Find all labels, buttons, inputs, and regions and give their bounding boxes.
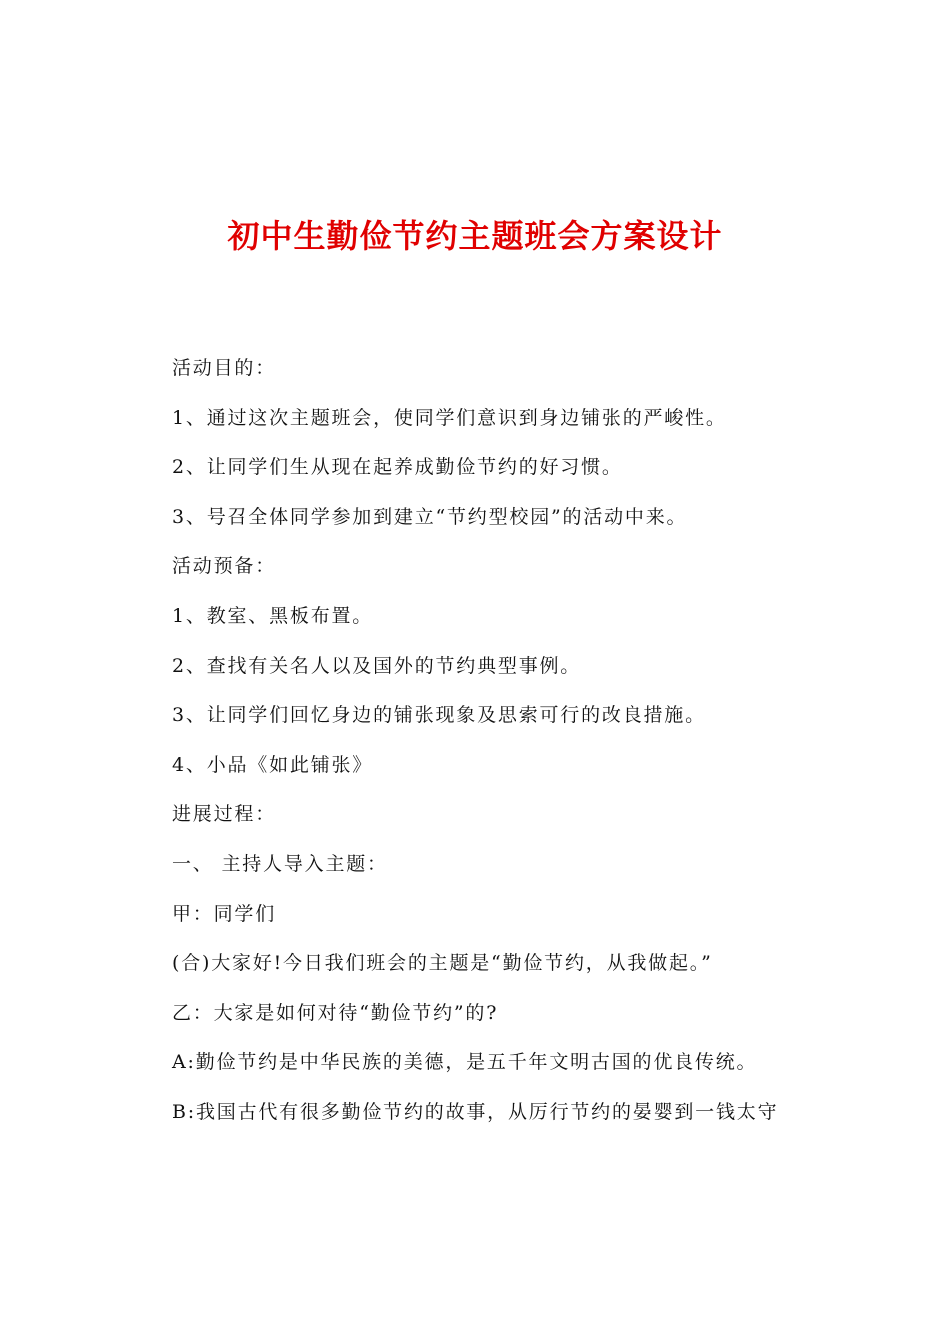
paragraph-line: 2、查找有关名人以及国外的节约典型事例。 (172, 654, 582, 677)
paragraph-line: 4、小品《如此铺张》 (172, 753, 374, 776)
paragraph-line: B:我国古代有很多勤俭节约的故事，从厉行节约的晏婴到一钱太守 (172, 1100, 779, 1123)
paragraph-line: A:勤俭节约是中华民族的美德，是五千年文明古国的优良传统。 (172, 1051, 758, 1074)
section-heading-preparation: 活动预备： (172, 555, 277, 578)
paragraph-line: 1、通过这次主题班会，使同学们意识到身边铺张的严峻性。 (172, 406, 727, 429)
paragraph-line: 3、让同学们回忆身边的铺张现象及思索可行的改良措施。 (172, 704, 706, 727)
paragraph-line: 甲：同学们 (172, 902, 277, 925)
paragraph-line: 2、让同学们生从现在起养成勤俭节约的好习惯。 (172, 456, 623, 479)
paragraph-line: 3、号召全体同学参加到建立“节约型校园”的活动中来。 (172, 505, 688, 528)
section-heading-process: 进展过程： (172, 803, 277, 826)
section-heading-purpose: 活动目的： (172, 357, 277, 379)
paragraph-line: 1、教室、黑板布置。 (172, 604, 374, 627)
paragraph-line: (合)大家好!今日我们班会的主题是“勤俭节约，从我做起。” (172, 952, 713, 975)
document-body (172, 344, 872, 1138)
paragraph-line: 乙：大家是如何对待“勤俭节约”的? (172, 1001, 499, 1024)
paragraph-line: 一、 主持人导入主题： (172, 852, 388, 875)
document-title: 初中生勤俭节约主题班会方案设计 (227, 217, 723, 255)
